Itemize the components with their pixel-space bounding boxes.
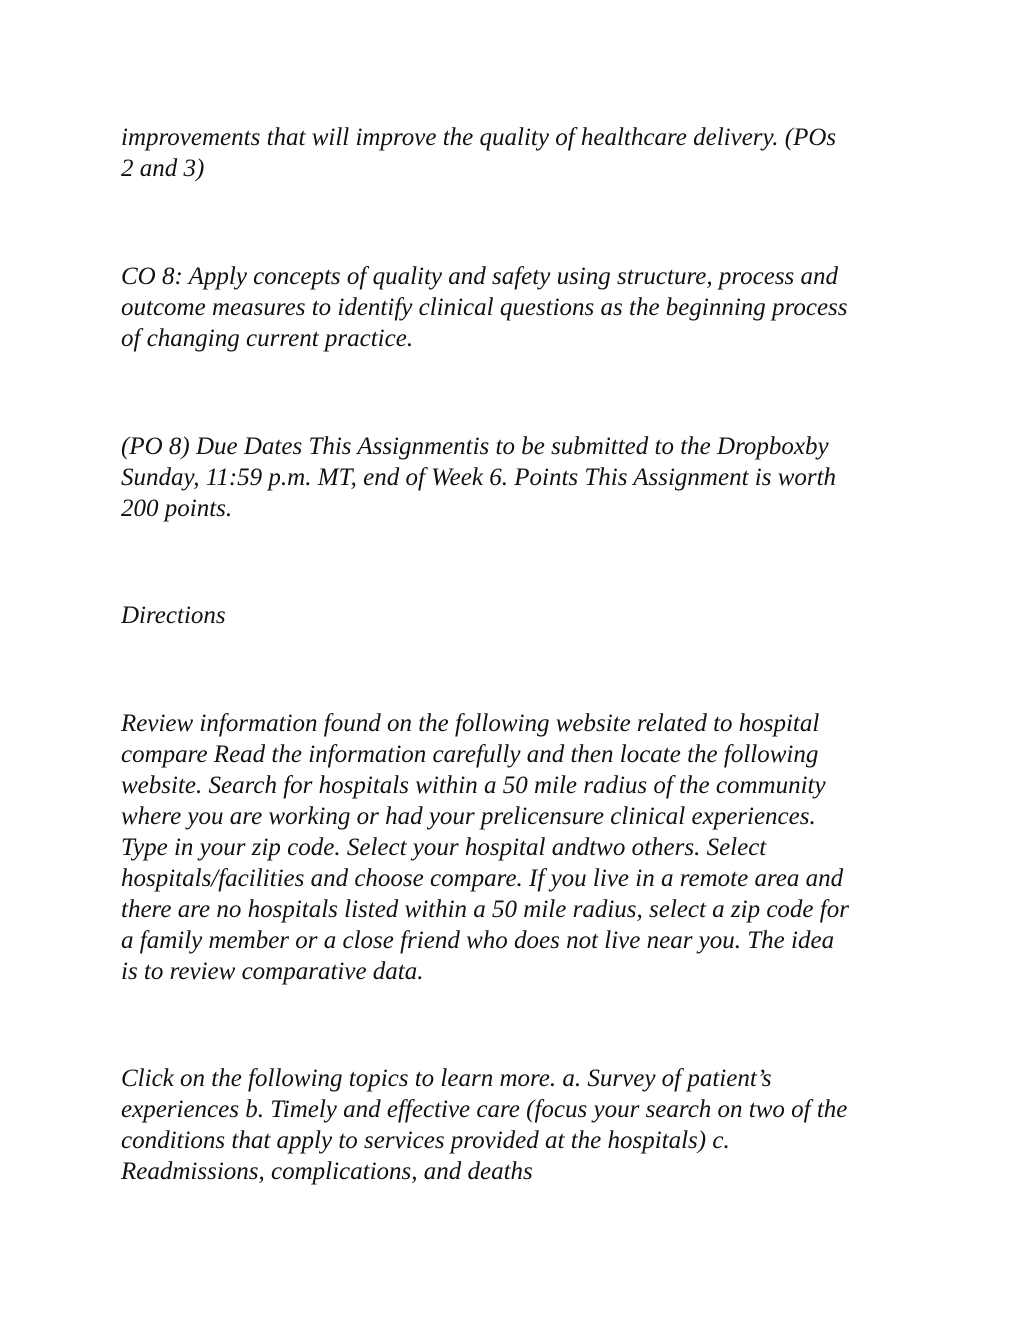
text-line: Readmissions, complications, and deaths [121,1158,533,1185]
text-line: Review information found on the following website related to hospital [121,710,820,737]
text-line: CO 8: Apply concepts of quality and safety using structure, process and [121,263,839,290]
text-line: of changing current practice. [121,325,414,352]
text-line: where you are working or had your prelicensure clinical experiences. [121,803,816,830]
paragraph-review-information [121,708,921,987]
text-line: compare Read the information carefully and then locate the following [121,741,819,768]
text-line: Directions [121,602,226,629]
text-line: Sunday, 11:59 p.m. MT, end of Week 6. Points This Assignment is worth [121,464,837,491]
paragraph-co8 [121,261,921,354]
text-line: experiences b. Timely and effective care (focus your search on two of the [121,1096,848,1123]
text-line: a family member or a close friend who does not live near you. The idea [121,927,835,954]
text-line: Type in your zip code. Select your hospital andtwo others. Select [121,834,767,861]
text-line: conditions that apply to services provided at the hospitals) c. [121,1127,730,1154]
text-line: outcome measures to identify clinical questions as the beginning process [121,294,848,321]
text-line: improvements that will improve the quality of healthcare delivery. (POs [121,124,837,151]
text-line: 200 points. [121,495,233,522]
text-line: Click on the following topics to learn more. a. Survey of patient’s [121,1065,772,1092]
heading-directions [121,600,921,631]
text-line: 2 and 3) [121,155,205,182]
text-line: there are no hospitals listed within a 50 mile radius, select a zip code for [121,896,849,923]
text-line: is to review comparative data. [121,958,424,985]
text-line: hospitals/facilities and choose compare. If you live in a remote area and [121,865,844,892]
paragraph-improvements [121,122,921,184]
text-line: (PO 8) Due Dates This Assignmentis to be submitted to the Dropboxby [121,433,829,460]
paragraph-click-topics [121,1063,921,1187]
text-line: website. Search for hospitals within a 50 mile radius of the community [121,772,826,799]
paragraph-due-dates [121,431,921,524]
